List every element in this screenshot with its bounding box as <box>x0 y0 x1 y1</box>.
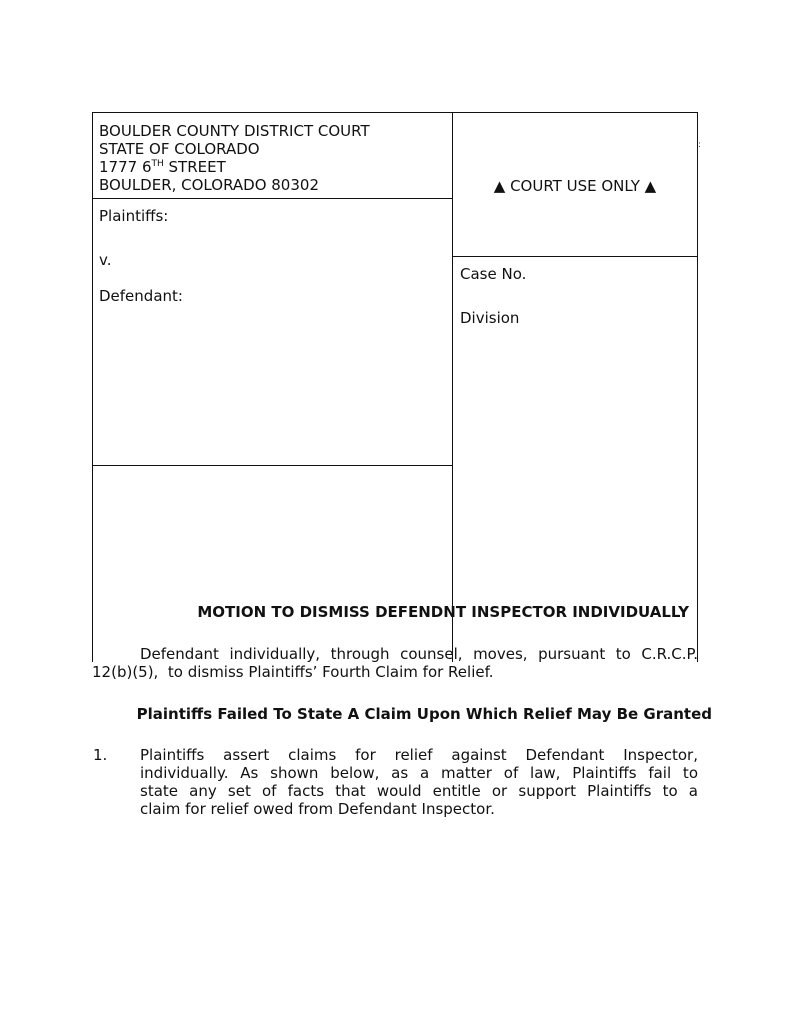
caption-border-left <box>92 112 93 662</box>
division-label: Division <box>460 309 520 327</box>
intro-paragraph <box>92 645 698 681</box>
item-line-4: claim for relief owed from Defendant Inspector. <box>140 800 495 818</box>
caption-divider-parties <box>92 465 453 466</box>
court-name: BOULDER COUNTY DISTRICT COURT <box>99 122 370 140</box>
case-number-label: Case No. <box>460 265 527 283</box>
item-line-2: individually. As shown below, as a matter of law, Plaintiffs fail to <box>140 764 698 782</box>
margin-mark: : <box>698 140 702 150</box>
item-line-1: Plaintiffs assert claims for relief against Defendant Inspector, <box>140 746 698 764</box>
court-state: STATE OF COLORADO <box>99 140 260 158</box>
caption-border-top <box>92 112 698 113</box>
caption-divider-court-use <box>452 256 698 257</box>
section-heading: Plaintiffs Failed To State A Claim Upon Which Relief May Be Granted <box>136 705 712 723</box>
defendant-label: Defendant: <box>99 287 183 305</box>
caption-border-right <box>697 112 698 662</box>
intro-line-2: 12(b)(5), to dismiss Plaintiffs’ Fourth Claim for Relief. <box>92 663 494 681</box>
motion-title: MOTION TO DISMISS DEFENDNT INSPECTOR INDIVIDUALLY <box>197 603 689 621</box>
address-superscript: TH <box>151 159 164 169</box>
intro-line-1: Defendant individually, through counsel, moves, pursuant to C.R.C.P. <box>140 645 698 663</box>
item-line-3: state any set of facts that would entitle or support Plaintiffs to a <box>140 782 698 800</box>
court-city: BOULDER, COLORADO 80302 <box>99 176 319 194</box>
item-number: 1. <box>93 746 108 764</box>
court-use-only-label: ▲ COURT USE ONLY ▲ <box>493 177 657 195</box>
plaintiffs-label: Plaintiffs: <box>99 207 169 225</box>
address-street: STREET <box>163 158 226 176</box>
court-address <box>99 158 226 176</box>
address-number: 1777 6 <box>99 158 152 176</box>
caption-divider-court <box>92 198 453 199</box>
versus-label: v. <box>99 251 112 269</box>
item-text <box>140 746 698 818</box>
